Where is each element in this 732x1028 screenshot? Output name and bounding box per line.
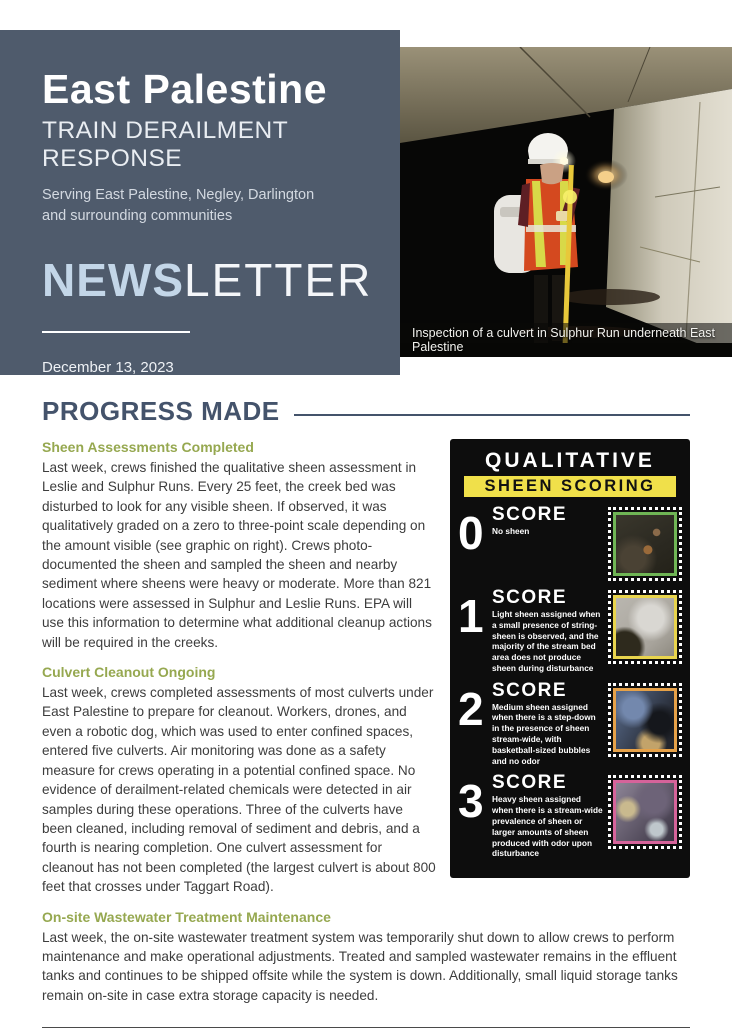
article-heading: Culvert Cleanout Ongoing	[42, 664, 216, 681]
score-2-description: Medium sheen assigned when there is a step-down in the presence of sheen stream-wide, with basketball-sized bubbles and no odor	[492, 701, 596, 766]
newsletter-wordmark	[42, 253, 400, 307]
score-3-label: SCORE	[492, 772, 568, 794]
score-1-photo-frame	[608, 590, 682, 664]
tagline	[42, 185, 400, 227]
header	[0, 30, 732, 375]
score-row-1	[458, 588, 682, 674]
article-body: Last week, the on-site wastewater treatment system was temporarily shut down to allow crews to perform maintenance and make operational adjustments. Treated and sampled wastewater remains in the effluent tanks and continues to be shipped offsite while the system is down. Additionally, small liquid storage tanks remain on-site in case extra storage capacity is needed.	[42, 929, 678, 1003]
score-3-photo-frame	[608, 775, 682, 849]
sheen-graphic-title: QUALITATIVE	[485, 449, 655, 472]
score-row-3	[458, 773, 682, 859]
score-3-number: 3	[458, 775, 484, 828]
score-row-2	[458, 681, 682, 767]
tagline-line-2: and surrounding communities	[42, 208, 233, 225]
score-row-0	[458, 505, 682, 581]
photo-caption: Inspection of a culvert in Sulphur Run underneath East Palestine	[400, 323, 732, 357]
sheen-graphic-subtitle: SHEEN SCORING	[484, 477, 656, 495]
masthead-divider	[42, 331, 190, 333]
article-heading: Sheen Assessments Completed	[42, 439, 254, 455]
score-0-description: No sheen	[492, 526, 530, 536]
article-heading: On-site Wastewater Treatment Maintenance	[42, 908, 331, 925]
score-2-label: SCORE	[492, 679, 568, 701]
score-1-label: SCORE	[492, 587, 568, 608]
article-body: Last week, crews completed assessments of most culverts under East Palestine to prepare for cleanout. Workers, drones, and even a robotic dog, which was used to enter confined spaces, entered five culverts. Air monitoring was done as a safety measure for crews operating in a potential confined space. No evidence of derailment-related chemicals were detected in air samples during these operations. Three of the culverts have been cleaned, including removal of sediment and debris, and a fourth is nearing completion. One culvert assessment for cleanout has not been completed (the largest culvert is about 800 feet that crosses under Taggart Road).	[42, 685, 436, 895]
sheen-scoring-graphic	[450, 439, 690, 878]
score-0-photo-frame	[608, 507, 682, 581]
newsletter-title: East Palestine	[42, 66, 328, 112]
sheen-graphic-subtitle-bar	[464, 476, 676, 497]
newsletter-wordmark-news: NEWS	[42, 254, 184, 307]
newsletter-subtitle: TRAIN DERAILMENT RESPONSE	[42, 117, 288, 173]
score-0-number: 0	[458, 507, 484, 559]
score-0-label: SCORE	[492, 504, 568, 525]
score-2-photo	[613, 688, 677, 752]
masthead-panel	[0, 30, 400, 375]
score-1-description: Light sheen assigned when a small presence of string-sheen is observed, and the majority of the stream bed area does not produce sheen during disturbance	[492, 609, 601, 673]
newsletter-wordmark-letter: LETTER	[184, 254, 373, 307]
score-1-photo	[613, 595, 677, 659]
section-header	[42, 396, 690, 427]
tagline-line-1: Serving East Palestine, Negley, Darlington	[42, 187, 315, 204]
score-2-photo-frame	[608, 683, 682, 757]
main-content	[42, 396, 690, 1028]
score-3-photo	[613, 780, 677, 844]
culvert-photo-illustration	[400, 47, 732, 357]
score-1-number: 1	[458, 590, 484, 642]
issue-date: December 13, 2023	[42, 359, 174, 377]
score-2-number: 2	[458, 682, 484, 735]
article-wastewater-maintenance	[42, 909, 690, 1006]
score-0-photo	[613, 512, 677, 576]
section-title-rule	[294, 414, 690, 416]
score-3-description: Heavy sheen assigned when there is a stream-wide prevalence of sheen or larger amounts of sheen produced with odor upon disturbance	[492, 794, 603, 859]
culvert-photo	[400, 47, 732, 357]
article-body: Last week, crews finished the qualitative sheen assessment in Leslie and Sulphur Runs. Every 25 feet, the creek bed was disturbed to look for any visible sheen. If observed, it was qualitatively graded on a zero to three-point scale depending on the amount visible (see graphic on right). Crews photo-documented the sheen and sampled the sheen and nearby sediment where sheens were heavy or moderate. More than 821 locations were assessed in Sulphur and Leslie Runs. EPA will use this information to determine what additional cleanup actions will be required in the creeks.	[42, 460, 432, 650]
section-title: PROGRESS MADE	[42, 396, 280, 426]
